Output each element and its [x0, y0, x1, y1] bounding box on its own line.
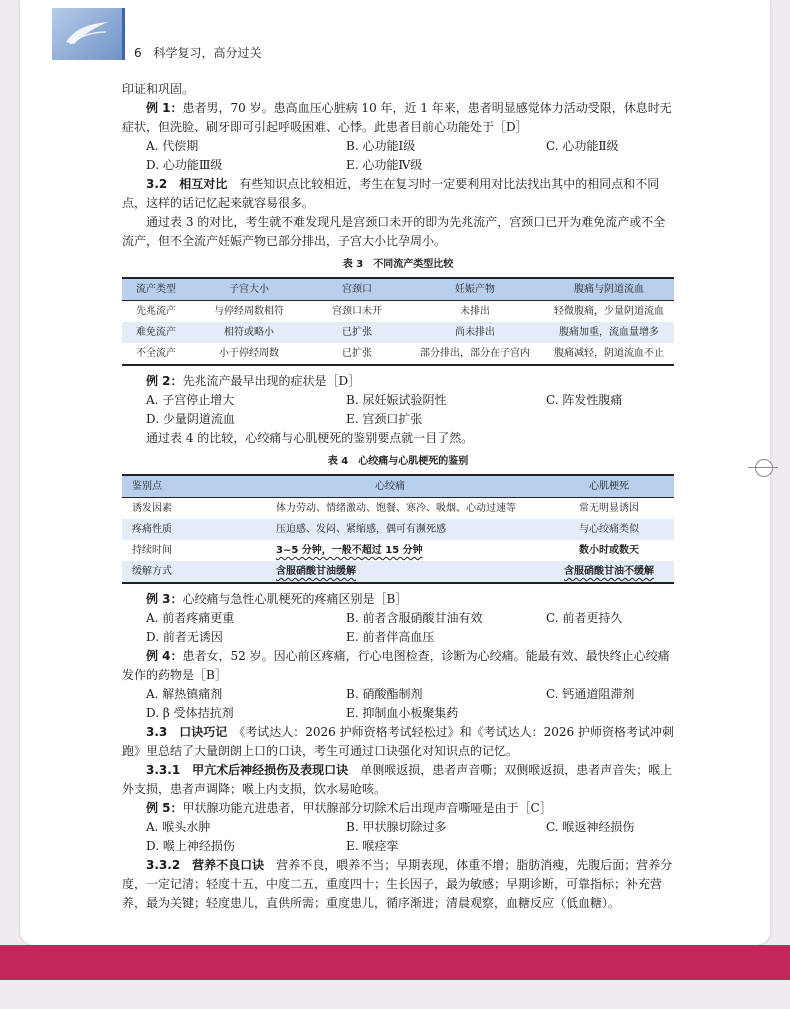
section-3-3-1: [122, 761, 674, 799]
table-cell: 小于停经周数: [219, 348, 279, 359]
header-logo-block: [52, 8, 122, 60]
section-heading: 3.2 相互对比: [146, 177, 228, 191]
example-1-options: [122, 137, 674, 175]
option: B. 硝酸酯制剂: [346, 687, 423, 701]
table-cell: 体力劳动、情绪激动、饱餐、寒冷、吸烟、心动过速等: [276, 503, 516, 514]
example-text: 先兆流产最早出现的症状是［D］: [182, 374, 361, 388]
example-label: 例 2：: [146, 374, 183, 388]
section-text: 营养不良，喂养不当；早期表现，体重不增；脂肪消瘦，先腹后面；营养分度，一定记清；轻度十五，中度二五，重度四十；生长因子，最为敏感；早期诊断，可靠指标；补充营养，最为关键；轻度患儿，直供所需；重度患儿，循序渐进；清晨观察，血糖反应（低血糖）。: [122, 858, 673, 910]
option: C. 阵发性腹痛: [546, 393, 623, 407]
option: B. 尿妊娠试验阴性: [346, 393, 447, 407]
section-heading: 3.3.1 甲亢术后神经损伤及表现口诀: [146, 763, 349, 777]
example-2-options: [122, 391, 674, 429]
option: E. 喉痉挛: [346, 839, 399, 853]
table-row: [122, 343, 674, 365]
paragraph: 印证和巩固。: [122, 82, 195, 96]
example-5: [122, 799, 674, 818]
table-header-row: [122, 475, 674, 498]
table-cell: 压迫感、发闷、紧缩感，偶可有濒死感: [276, 524, 446, 535]
option: A. 子宫停止增大: [146, 393, 235, 407]
section-3-3: [122, 723, 674, 761]
table-cell: 先兆流产: [136, 306, 176, 317]
example-label: 例 5：: [146, 801, 183, 815]
option: D. 喉上神经损伤: [146, 839, 235, 853]
section-text: 单侧喉返损，患者声音嘶；双侧喉返损，患者声音失；喉上外支损，患者声调降；喉上内支损，饮水易呛咳。: [122, 763, 673, 796]
option: D. 心功能Ⅲ级: [146, 158, 223, 172]
option: C. 心功能Ⅱ级: [546, 139, 619, 153]
example-1: [122, 99, 674, 137]
option: A. 代偿期: [146, 139, 199, 153]
section-3-2: [122, 175, 674, 213]
column-header: 腹痛与阴道流血: [574, 284, 644, 295]
example-text: 甲状腺功能亢进患者，甲状腺部分切除术后出现声音嘶哑是由于［C］: [182, 801, 552, 815]
column-header: 宫颈口: [342, 284, 372, 295]
paragraph: 通过表 4 的比较，心绞痛与心肌梗死的鉴别要点就一目了然。: [146, 431, 474, 445]
option: D. 少量阴道流血: [146, 412, 235, 426]
column-header: 心肌梗死: [589, 481, 629, 492]
table-cell-emphasis: 含服硝酸甘油缓解: [276, 566, 356, 577]
table-cell: 宫颈口未开: [332, 306, 382, 317]
option: C. 喉返神经损伤: [546, 820, 635, 834]
table-cell: 疼痛性质: [132, 524, 172, 535]
table-row: [122, 322, 674, 343]
section-3-3-2: [122, 856, 674, 913]
table-cell-emphasis: 数小时或数天: [579, 545, 639, 556]
example-4-options: [122, 685, 674, 723]
page-content: [122, 80, 674, 913]
example-4: [122, 647, 674, 685]
option: A. 前者疼痛更重: [146, 611, 235, 625]
table-row: [122, 519, 674, 540]
option: B. 甲状腺切除过多: [346, 820, 447, 834]
header-title: 科学复习，高分过关: [153, 46, 262, 60]
table-cell: 与停经周数相符: [214, 306, 284, 317]
option: E. 抑制血小板聚集药: [346, 706, 459, 720]
column-header: 妊娠产物: [455, 284, 495, 295]
example-3: [122, 590, 674, 609]
table-cell: 腹痛加重，流血量增多: [559, 327, 659, 338]
section-text: 有些知识点比较相近，考生在复习时一定要利用对比法找出其中的相同点和不同点，这样的话记忆起来就容易很多。: [122, 177, 660, 210]
column-header: 流产类型: [136, 284, 176, 295]
table-cell: 常无明显诱因: [579, 503, 639, 514]
table-cell: 已扩张: [342, 327, 372, 338]
option: E. 宫颈口扩张: [346, 412, 423, 426]
example-2: [122, 372, 674, 391]
table-cell: 腹痛减轻，阴道流血不止: [554, 348, 664, 359]
example-5-options: [122, 818, 674, 856]
option: C. 前者更持久: [546, 611, 623, 625]
option: B. 前者含服硝酸甘油有效: [346, 611, 483, 625]
bottom-band: [0, 945, 790, 980]
example-3-options: [122, 609, 674, 647]
option: A. 喉头水肿: [146, 820, 211, 834]
table-cell: 与心绞痛类似: [579, 524, 639, 535]
table-cell: 已扩张: [342, 348, 372, 359]
column-header: 子宫大小: [229, 284, 269, 295]
table-3-title: 表 3 不同流产类型比较: [342, 259, 454, 270]
table-cell-emphasis: 3~5 分钟，一般不超过 15 分钟: [276, 545, 423, 556]
table-cell: 尚未排出: [455, 327, 495, 338]
example-label: 例 1：: [146, 101, 183, 115]
logo-icon: [62, 18, 112, 48]
table-cell-emphasis: 含服硝酸甘油不缓解: [564, 566, 654, 577]
table-row: [122, 561, 674, 583]
example-label: 例 4：: [146, 649, 183, 663]
paragraph: 通过表 3 的对比，考生就不难发现凡是宫颈口未开的即为先兆流产，宫颈口已开为难免流产或不全流产，但不全流产妊娠产物已部分排出，子宫大小比孕周小。: [122, 215, 666, 248]
option: A. 解热镇痛剂: [146, 687, 223, 701]
table-cell: 相符或略小: [224, 327, 274, 338]
table-3: [122, 277, 674, 366]
option: D. 前者无诱因: [146, 630, 223, 644]
option: E. 前者伴高血压: [346, 630, 435, 644]
table-row: [122, 301, 674, 323]
option: D. β 受体拮抗剂: [146, 706, 234, 720]
table-cell: 持续时间: [132, 545, 172, 556]
example-text: 心绞痛与急性心肌梗死的疼痛区别是［B］: [182, 592, 408, 606]
page-header: [134, 44, 261, 61]
column-header: 心绞痛: [375, 481, 405, 492]
table-row: [122, 540, 674, 561]
table-cell: 缓解方式: [132, 566, 172, 577]
table-cell: 不全流产: [136, 348, 176, 359]
option: C. 钙通道阻滞剂: [546, 687, 635, 701]
table-cell: 诱发因素: [132, 503, 172, 514]
option: E. 心功能Ⅳ级: [346, 158, 423, 172]
table-cell: 难免流产: [136, 327, 176, 338]
register-mark-icon: [755, 459, 773, 477]
table-cell: 部分排出，部分在子宫内: [420, 348, 530, 359]
page-number: 6: [134, 46, 142, 60]
table-cell: 未排出: [460, 306, 490, 317]
example-label: 例 3：: [146, 592, 183, 606]
example-text: 患者女，52 岁。因心前区疼痛，行心电图检查，诊断为心绞痛。能最有效、最快终止心绞痛发作的药物是［B］: [122, 649, 670, 682]
section-heading: 3.3.2 营养不良口诀: [146, 858, 265, 872]
header-rule: [122, 8, 125, 60]
option: B. 心功能Ⅰ级: [346, 139, 416, 153]
table-row: [122, 498, 674, 520]
table-4: [122, 474, 674, 584]
section-heading: 3.3 口诀巧记: [146, 725, 228, 739]
table-header-row: [122, 278, 674, 301]
table-4-title: 表 4 心绞痛与心肌梗死的鉴别: [327, 456, 469, 467]
column-header: 鉴别点: [132, 481, 162, 492]
table-cell: 轻微腹痛，少量阴道流血: [554, 306, 664, 317]
example-text: 患者男，70 岁。患高血压心脏病 10 年，近 1 年来，患者明显感觉体力活动受限，休息时无症状，但洗脸、刷牙即可引起呼吸困难、心悸。此患者目前心功能处于［D］: [122, 101, 672, 134]
section-text: 《考试达人：2026 护师资格考试轻松过》和《考试达人：2026 护师资格考试冲刺跑》里总结了大量朗朗上口的口诀，考生可通过口诀强化对知识点的记忆。: [122, 725, 674, 758]
